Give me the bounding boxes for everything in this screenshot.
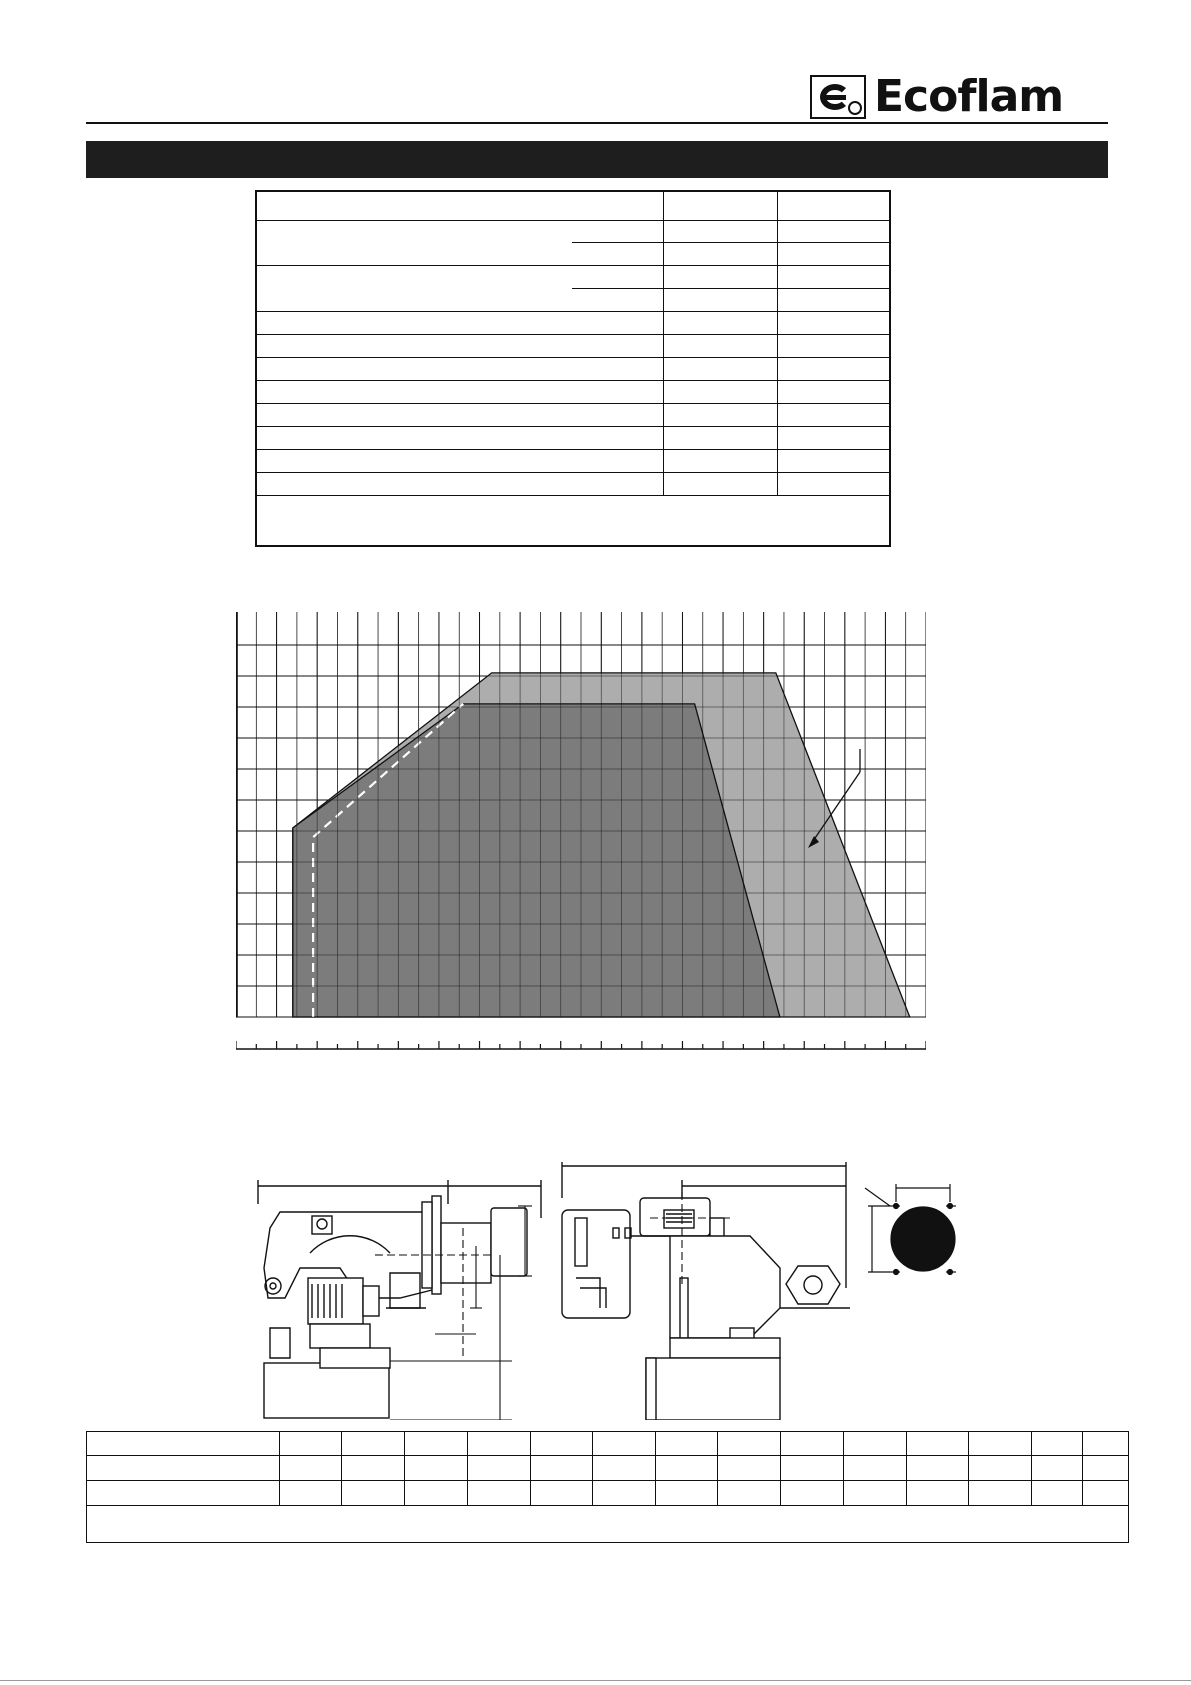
table-row-line xyxy=(87,1455,1128,1456)
table-row-line xyxy=(257,472,889,473)
table-column-divider xyxy=(341,1432,342,1505)
table-row-line xyxy=(257,265,889,266)
chart-area-series xyxy=(293,704,780,1017)
table-column-divider xyxy=(404,1432,405,1505)
table-row-line xyxy=(257,357,889,358)
table-row-line xyxy=(257,334,889,335)
side-view-drawing xyxy=(258,1180,541,1418)
table-row-line xyxy=(257,380,889,381)
header-rule xyxy=(86,122,1108,124)
logo-mark-icon xyxy=(810,75,866,119)
table-column-divider xyxy=(780,1432,781,1505)
flange-view-drawing xyxy=(865,1184,956,1275)
table-row-line xyxy=(257,403,889,404)
table-column-divider xyxy=(530,1432,531,1505)
table-row-line xyxy=(257,220,889,221)
technical-data-table xyxy=(255,190,891,547)
table-column-divider xyxy=(1082,1432,1083,1505)
table-column-divider xyxy=(843,1432,844,1505)
chart-series-group xyxy=(236,612,926,1017)
table-row-line xyxy=(257,311,889,312)
table-column-divider xyxy=(968,1432,969,1505)
table-column-divider xyxy=(717,1432,718,1505)
table-row-line xyxy=(257,426,889,427)
table-column-divider xyxy=(467,1432,468,1505)
table-row-line xyxy=(257,495,889,496)
brand-wordmark: Ecoflam xyxy=(874,71,1064,122)
table-row-line xyxy=(87,1505,1128,1506)
table-column-divider xyxy=(655,1432,656,1505)
footer-rule xyxy=(0,1680,1191,1681)
dimensions-table xyxy=(86,1431,1129,1543)
table-column-divider xyxy=(592,1432,593,1505)
ecoflam-logo xyxy=(810,71,1100,123)
dimension-drawings xyxy=(250,1158,995,1420)
table-column-divider xyxy=(1031,1432,1032,1505)
table-row-line xyxy=(257,449,889,450)
table-row-line xyxy=(572,288,889,289)
table-row-line xyxy=(87,1480,1128,1481)
working-field-chart xyxy=(236,612,926,1054)
section-title-band xyxy=(86,141,1108,178)
table-column-divider xyxy=(279,1432,280,1505)
table-column-divider xyxy=(906,1432,907,1505)
chart-x-axis xyxy=(236,1041,926,1049)
front-view-drawing xyxy=(562,1162,850,1420)
table-row-line xyxy=(572,242,889,243)
